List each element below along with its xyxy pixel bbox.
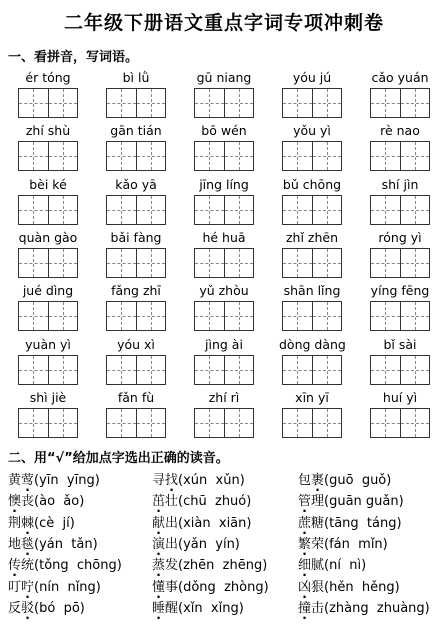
pinyin-label: róng yì <box>378 230 422 245</box>
pinyin-label: gū niang <box>196 70 252 85</box>
pinyin-label: bèi ké <box>29 177 67 192</box>
pinyin-label: hé huā <box>202 230 246 245</box>
writing-cell[interactable] <box>312 142 342 170</box>
writing-box[interactable] <box>370 355 430 385</box>
pinyin-label: kǎo yā <box>115 177 157 192</box>
writing-cell[interactable] <box>136 302 166 330</box>
dotted-character: 细 <box>298 558 312 573</box>
writing-cell[interactable] <box>371 196 400 224</box>
pinyin-label: cǎo yuán <box>371 70 429 85</box>
writing-box[interactable] <box>194 248 254 278</box>
writing-cell[interactable] <box>107 89 136 117</box>
pinyin-label: yǒu yì <box>293 123 331 138</box>
dotted-character: 管 <box>298 494 312 509</box>
writing-cell[interactable] <box>371 356 400 384</box>
writing-cell[interactable] <box>195 89 224 117</box>
dotted-character: 繁 <box>298 537 312 552</box>
writing-cell[interactable] <box>400 142 430 170</box>
writing-cell[interactable] <box>48 356 78 384</box>
pinyin-label: bì lǜ <box>122 70 150 85</box>
pinyin-label: huí yì <box>382 390 418 405</box>
writing-cell[interactable] <box>283 409 312 437</box>
writing-box[interactable] <box>18 248 78 278</box>
word-suffix: 糖 <box>311 516 325 531</box>
choice-item[interactable] <box>8 469 100 488</box>
pinyin-label: zhí shù <box>25 123 71 138</box>
writing-cell[interactable] <box>107 302 136 330</box>
pinyin-label: zhí rì <box>208 390 240 405</box>
writing-cell[interactable] <box>136 249 166 277</box>
writing-cell[interactable] <box>400 249 430 277</box>
writing-box[interactable] <box>282 195 342 225</box>
writing-cell[interactable] <box>195 249 224 277</box>
writing-cell[interactable] <box>195 196 224 224</box>
choice-item[interactable] <box>152 576 269 595</box>
writing-cell[interactable] <box>136 89 166 117</box>
writing-cell[interactable] <box>400 409 430 437</box>
writing-cell[interactable] <box>107 249 136 277</box>
writing-cell[interactable] <box>224 142 254 170</box>
word-suffix: 丧 <box>21 494 35 509</box>
dotted-character: 裹 <box>311 473 325 488</box>
word-suffix: 腻 <box>311 558 325 573</box>
writing-cell[interactable] <box>400 89 430 117</box>
pinyin-label: shān lǐng <box>283 283 341 298</box>
writing-cell[interactable] <box>312 302 342 330</box>
writing-box[interactable] <box>194 301 254 331</box>
dotted-character: 献 <box>152 516 166 531</box>
writing-cell[interactable] <box>107 142 136 170</box>
word-suffix: 事 <box>165 580 179 595</box>
writing-cell[interactable] <box>224 356 254 384</box>
pinyin-label: ér tóng <box>25 70 71 85</box>
word-suffix: 壮 <box>165 494 179 509</box>
writing-cell[interactable] <box>224 89 254 117</box>
pinyin-options[interactable]: (yīn yīng) <box>34 473 100 488</box>
writing-box[interactable] <box>18 355 78 385</box>
writing-cell[interactable] <box>136 409 166 437</box>
pinyin-label: yuàn yì <box>25 337 71 352</box>
writing-cell[interactable] <box>107 409 136 437</box>
dotted-character: 蔗 <box>298 516 312 531</box>
dotted-character: 咛 <box>21 580 35 595</box>
choice-item[interactable] <box>298 533 388 552</box>
pinyin-options[interactable]: (xiàn xiān) <box>178 516 252 531</box>
writing-cell[interactable] <box>312 409 342 437</box>
choice-item[interactable] <box>8 597 85 616</box>
writing-box[interactable] <box>106 195 166 225</box>
dotted-character: 茁 <box>152 494 166 509</box>
choice-item[interactable] <box>8 554 122 573</box>
choice-item[interactable] <box>298 490 404 509</box>
writing-cell[interactable] <box>312 249 342 277</box>
pinyin-options[interactable]: (tāng táng) <box>324 516 402 531</box>
writing-cell[interactable] <box>136 142 166 170</box>
word-suffix: 理 <box>311 494 325 509</box>
writing-cell[interactable] <box>283 356 312 384</box>
writing-box[interactable] <box>106 301 166 331</box>
writing-cell[interactable] <box>48 142 78 170</box>
writing-cell[interactable] <box>136 356 166 384</box>
word-prefix: 叮 <box>8 580 22 595</box>
pinyin-options[interactable]: (xún xǔn) <box>178 473 245 488</box>
writing-cell[interactable] <box>48 249 78 277</box>
choice-item[interactable] <box>152 533 240 552</box>
writing-box[interactable] <box>106 355 166 385</box>
writing-cell[interactable] <box>19 409 48 437</box>
word-suffix: 击 <box>311 601 325 616</box>
writing-cell[interactable] <box>400 356 430 384</box>
writing-cell[interactable] <box>312 196 342 224</box>
writing-box[interactable] <box>106 141 166 171</box>
word-suffix: 出 <box>165 537 179 552</box>
writing-box[interactable] <box>370 248 430 278</box>
pinyin-label: bǎi fàng <box>110 230 162 245</box>
writing-cell[interactable] <box>224 249 254 277</box>
choice-item[interactable] <box>152 469 245 488</box>
writing-cell[interactable] <box>371 409 400 437</box>
word-suffix: 出 <box>165 516 179 531</box>
writing-cell[interactable] <box>107 356 136 384</box>
word-prefix: 寻 <box>152 473 166 488</box>
writing-cell[interactable] <box>283 249 312 277</box>
writing-cell[interactable] <box>195 142 224 170</box>
writing-box[interactable] <box>106 408 166 438</box>
choice-item[interactable] <box>298 576 400 595</box>
dotted-character: 莺 <box>21 473 35 488</box>
pinyin-options[interactable]: (guō guǒ) <box>324 473 392 488</box>
writing-cell[interactable] <box>371 249 400 277</box>
dotted-character: 毯 <box>21 537 35 552</box>
writing-box[interactable] <box>194 408 254 438</box>
writing-box[interactable] <box>282 301 342 331</box>
pinyin-label: bǐ sài <box>383 337 417 352</box>
writing-box[interactable] <box>370 141 430 171</box>
dotted-character: 懂 <box>152 580 166 595</box>
writing-box[interactable] <box>106 88 166 118</box>
pinyin-options[interactable]: (nín nǐng) <box>34 580 101 595</box>
writing-box[interactable] <box>282 248 342 278</box>
dotted-character: 睡 <box>152 601 166 616</box>
writing-cell[interactable] <box>371 89 400 117</box>
writing-cell[interactable] <box>48 196 78 224</box>
writing-box[interactable] <box>282 408 342 438</box>
writing-cell[interactable] <box>312 89 342 117</box>
dotted-character: 找 <box>165 473 179 488</box>
pinyin-label: quàn gào <box>18 230 78 245</box>
dotted-character: 撞 <box>298 601 312 616</box>
word-suffix: 统 <box>21 558 35 573</box>
dotted-character: 棘 <box>21 516 35 531</box>
word-suffix: 荣 <box>311 537 325 552</box>
writing-cell[interactable] <box>224 409 254 437</box>
pinyin-options[interactable]: (dǒng zhòng) <box>178 580 269 595</box>
pinyin-options[interactable]: (guān guǎn) <box>324 494 404 509</box>
pinyin-options[interactable]: (hěn hěng) <box>324 580 400 595</box>
writing-box[interactable] <box>370 88 430 118</box>
writing-box[interactable] <box>194 141 254 171</box>
writing-cell[interactable] <box>19 142 48 170</box>
pinyin-options[interactable]: (bó pō) <box>34 601 85 616</box>
writing-box[interactable] <box>370 195 430 225</box>
pinyin-options[interactable]: (zhàng zhuàng) <box>324 601 430 616</box>
writing-box[interactable] <box>18 408 78 438</box>
writing-cell[interactable] <box>283 142 312 170</box>
page-title: 二年级下册语文重点字词专项冲刺卷 <box>63 12 384 34</box>
choice-item[interactable] <box>298 554 366 573</box>
writing-box[interactable] <box>106 248 166 278</box>
pinyin-options[interactable]: (ào ǎo) <box>34 494 85 509</box>
pinyin-options[interactable]: (fán mǐn) <box>324 537 388 552</box>
pinyin-label: gān tián <box>110 123 162 138</box>
writing-cell[interactable] <box>19 89 48 117</box>
word-prefix: 反 <box>8 601 22 616</box>
pinyin-label: fǎng zhī <box>111 283 161 298</box>
pinyin-label: shì jiè <box>29 390 67 405</box>
writing-cell[interactable] <box>195 409 224 437</box>
dotted-character: 驳 <box>21 601 35 616</box>
writing-cell[interactable] <box>400 302 430 330</box>
pinyin-options[interactable]: (tǒng chōng) <box>34 558 122 573</box>
choice-item[interactable] <box>152 490 251 509</box>
writing-cell[interactable] <box>195 302 224 330</box>
writing-cell[interactable] <box>283 89 312 117</box>
writing-box[interactable] <box>282 355 342 385</box>
writing-box[interactable] <box>282 88 342 118</box>
writing-cell[interactable] <box>48 89 78 117</box>
writing-box[interactable] <box>194 195 254 225</box>
writing-box[interactable] <box>18 195 78 225</box>
writing-box[interactable] <box>18 141 78 171</box>
pinyin-label: shí jìn <box>381 177 419 192</box>
pinyin-options[interactable]: (chū zhuó) <box>178 494 252 509</box>
writing-box[interactable] <box>370 301 430 331</box>
writing-cell[interactable] <box>371 302 400 330</box>
pinyin-options[interactable]: (xǐn xǐng) <box>178 601 244 616</box>
pinyin-label: yóu xì <box>117 337 155 352</box>
writing-cell[interactable] <box>224 196 254 224</box>
word-suffix: 醒 <box>165 601 179 616</box>
choice-item[interactable] <box>298 469 391 488</box>
pinyin-options[interactable]: (zhēn zhēng) <box>178 558 268 573</box>
choice-item[interactable] <box>152 597 244 616</box>
writing-cell[interactable] <box>19 302 48 330</box>
writing-cell[interactable] <box>48 409 78 437</box>
writing-cell[interactable] <box>19 249 48 277</box>
writing-cell[interactable] <box>400 196 430 224</box>
pinyin-label: dòng dàng <box>279 337 346 352</box>
pinyin-label: jué dìng <box>22 283 74 298</box>
dotted-character: 懊 <box>8 494 22 509</box>
writing-box[interactable] <box>18 301 78 331</box>
pinyin-label: xīn yī <box>295 390 329 405</box>
pinyin-label: yíng fēng <box>370 283 430 298</box>
writing-cell[interactable] <box>136 196 166 224</box>
pinyin-options[interactable]: (yǎn yín) <box>178 537 240 552</box>
choice-item[interactable] <box>298 597 430 616</box>
writing-box[interactable] <box>370 408 430 438</box>
dotted-character: 演 <box>152 537 166 552</box>
dotted-character: 蒸 <box>152 558 166 573</box>
pinyin-label: zhǐ zhēn <box>285 230 339 245</box>
writing-cell[interactable] <box>312 356 342 384</box>
pinyin-label: fǎn fù <box>117 390 155 405</box>
choice-item[interactable] <box>8 576 101 595</box>
choice-item[interactable] <box>8 490 84 509</box>
writing-box[interactable] <box>194 355 254 385</box>
writing-cell[interactable] <box>224 302 254 330</box>
dotted-character: 凶 <box>298 580 312 595</box>
writing-cell[interactable] <box>19 196 48 224</box>
section-1-heading: 一、看拼音，写词语。 <box>8 50 139 65</box>
dotted-character: 传 <box>8 558 22 573</box>
section-2-heading: 二、用“√”给加点字选出正确的读音。 <box>8 451 229 466</box>
writing-box[interactable] <box>18 88 78 118</box>
writing-cell[interactable] <box>283 302 312 330</box>
writing-cell[interactable] <box>371 142 400 170</box>
pinyin-options[interactable]: (cè jí) <box>34 516 75 531</box>
writing-cell[interactable] <box>19 356 48 384</box>
pinyin-label: jìng ài <box>205 337 243 352</box>
writing-cell[interactable] <box>283 196 312 224</box>
pinyin-options[interactable]: (yán tǎn) <box>34 537 98 552</box>
choice-item[interactable] <box>152 554 267 573</box>
choice-item[interactable] <box>8 533 98 552</box>
choice-item[interactable] <box>298 512 402 531</box>
word-prefix: 地 <box>8 537 22 552</box>
pinyin-label: yǔ zhòu <box>199 283 249 298</box>
pinyin-label: jīng líng <box>199 177 249 192</box>
writing-cell[interactable] <box>107 196 136 224</box>
choice-item[interactable] <box>152 512 251 531</box>
pinyin-label: rè nao <box>380 123 420 138</box>
word-prefix: 包 <box>298 473 312 488</box>
word-suffix: 狠 <box>311 580 325 595</box>
pinyin-label: bō wén <box>201 123 247 138</box>
writing-box[interactable] <box>194 88 254 118</box>
writing-box[interactable] <box>282 141 342 171</box>
pinyin-label: yóu jú <box>292 70 332 85</box>
choice-item[interactable] <box>8 512 75 531</box>
writing-cell[interactable] <box>48 302 78 330</box>
pinyin-label: bǔ chōng <box>282 177 342 192</box>
writing-cell[interactable] <box>195 356 224 384</box>
word-prefix: 荆 <box>8 516 22 531</box>
word-prefix: 黄 <box>8 473 22 488</box>
pinyin-options[interactable]: (ní nì) <box>324 558 367 573</box>
word-suffix: 发 <box>165 558 179 573</box>
